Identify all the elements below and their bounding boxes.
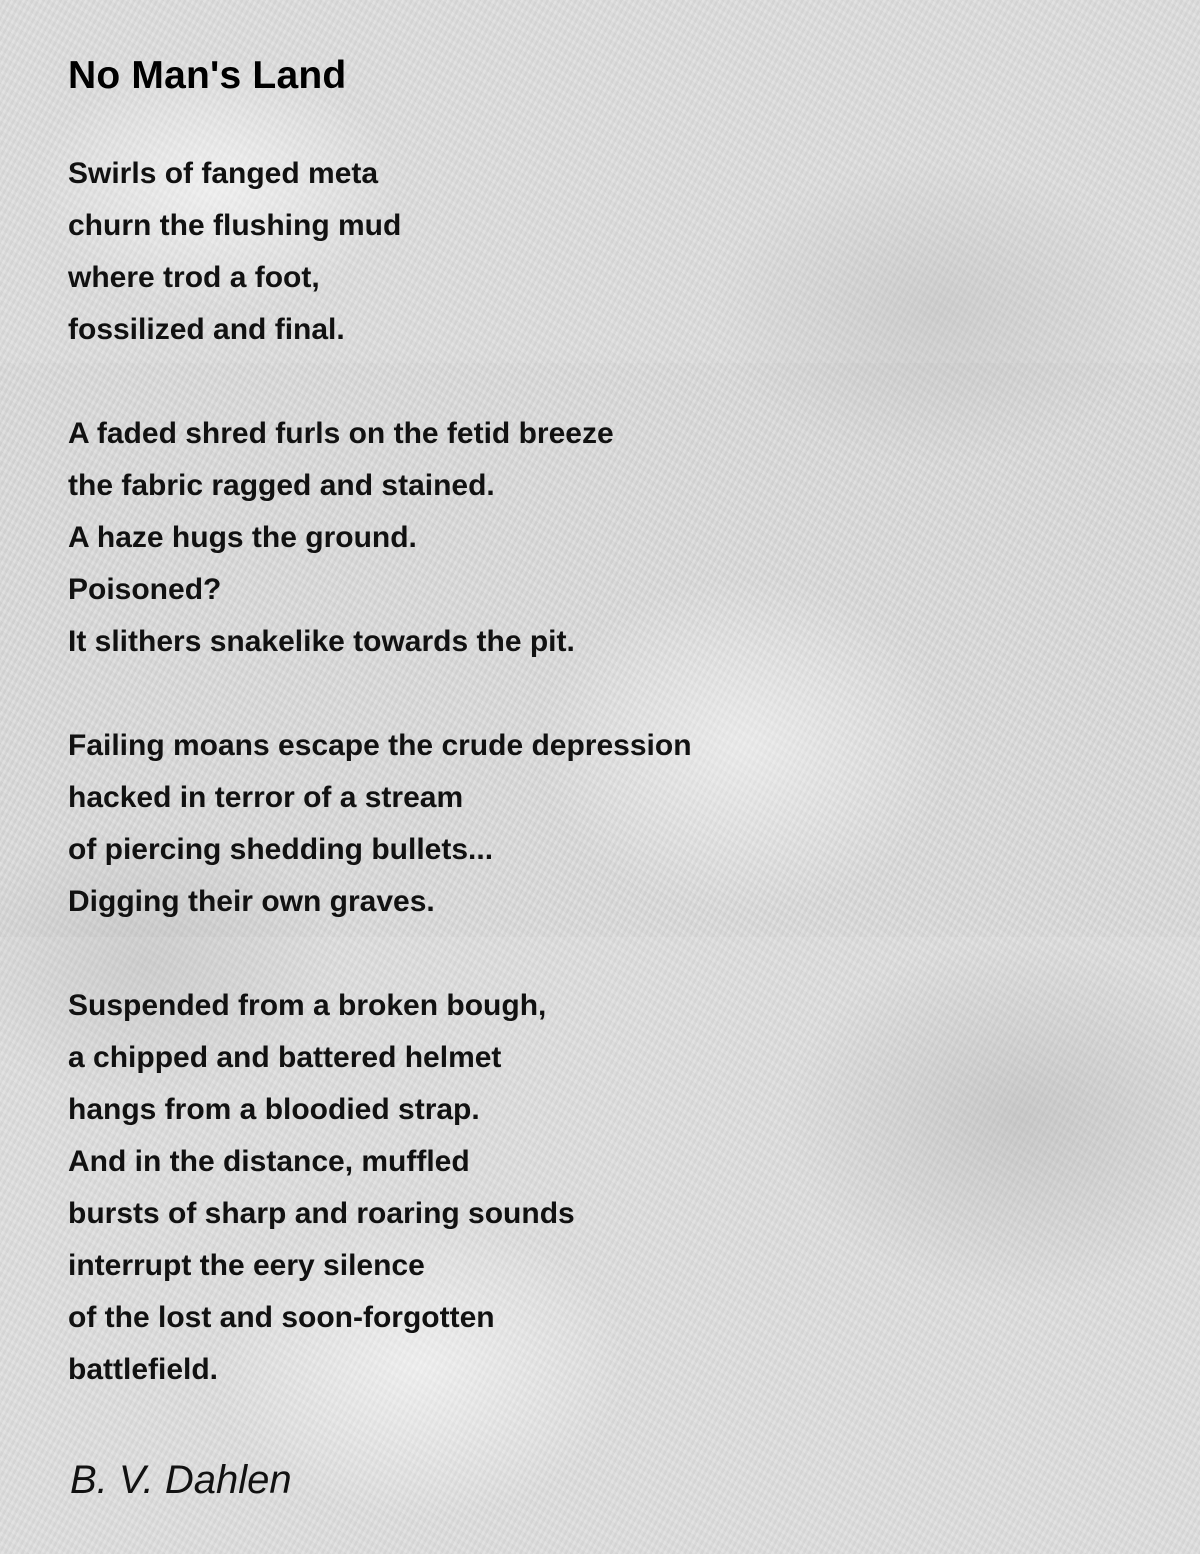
poem-line: interrupt the eery silence — [68, 1249, 425, 1282]
poem-line: It slithers snakelike towards the pit. — [68, 625, 575, 658]
poem-line: A haze hugs the ground. — [68, 521, 417, 554]
poem-line: of the lost and soon-forgotten — [68, 1301, 495, 1334]
poem-line: churn the flushing mud — [68, 209, 402, 242]
poem-line: Digging their own graves. — [68, 885, 435, 918]
poem-line: fossilized and final. — [68, 313, 345, 346]
stanza-4 — [68, 980, 1148, 1396]
poem-line: A faded shred furls on the fetid breeze — [68, 417, 614, 450]
poem-line: Suspended from a broken bough, — [68, 989, 547, 1022]
poem-line: hacked in terror of a stream — [68, 781, 464, 814]
poem-author: B. V. Dahlen — [70, 1458, 292, 1502]
stanza-break — [68, 668, 1148, 720]
stanza-2 — [68, 408, 1148, 668]
poem-line: hangs from a bloodied strap. — [68, 1093, 480, 1126]
poem-line: a chipped and battered helmet — [68, 1041, 502, 1074]
stanza-1 — [68, 148, 1148, 356]
poem-line: bursts of sharp and roaring sounds — [68, 1197, 575, 1230]
poem-body — [68, 148, 1148, 1396]
poem-line: Poisoned? — [68, 573, 222, 606]
poem-line: And in the distance, muffled — [68, 1145, 470, 1178]
poem-line: Swirls of fanged meta — [68, 157, 379, 190]
poem-line: battlefield. — [68, 1353, 219, 1386]
poem-line: the fabric ragged and stained. — [68, 469, 495, 502]
stanza-break — [68, 928, 1148, 980]
stanza-3 — [68, 720, 1148, 928]
poem-container — [68, 48, 1148, 1396]
poem-title: No Man's Land — [68, 54, 347, 97]
poem-line: Failing moans escape the crude depression — [68, 729, 692, 762]
stanza-break — [68, 356, 1148, 408]
poem-line: of piercing shedding bullets... — [68, 833, 494, 866]
poem-line: where trod a foot, — [68, 261, 320, 294]
